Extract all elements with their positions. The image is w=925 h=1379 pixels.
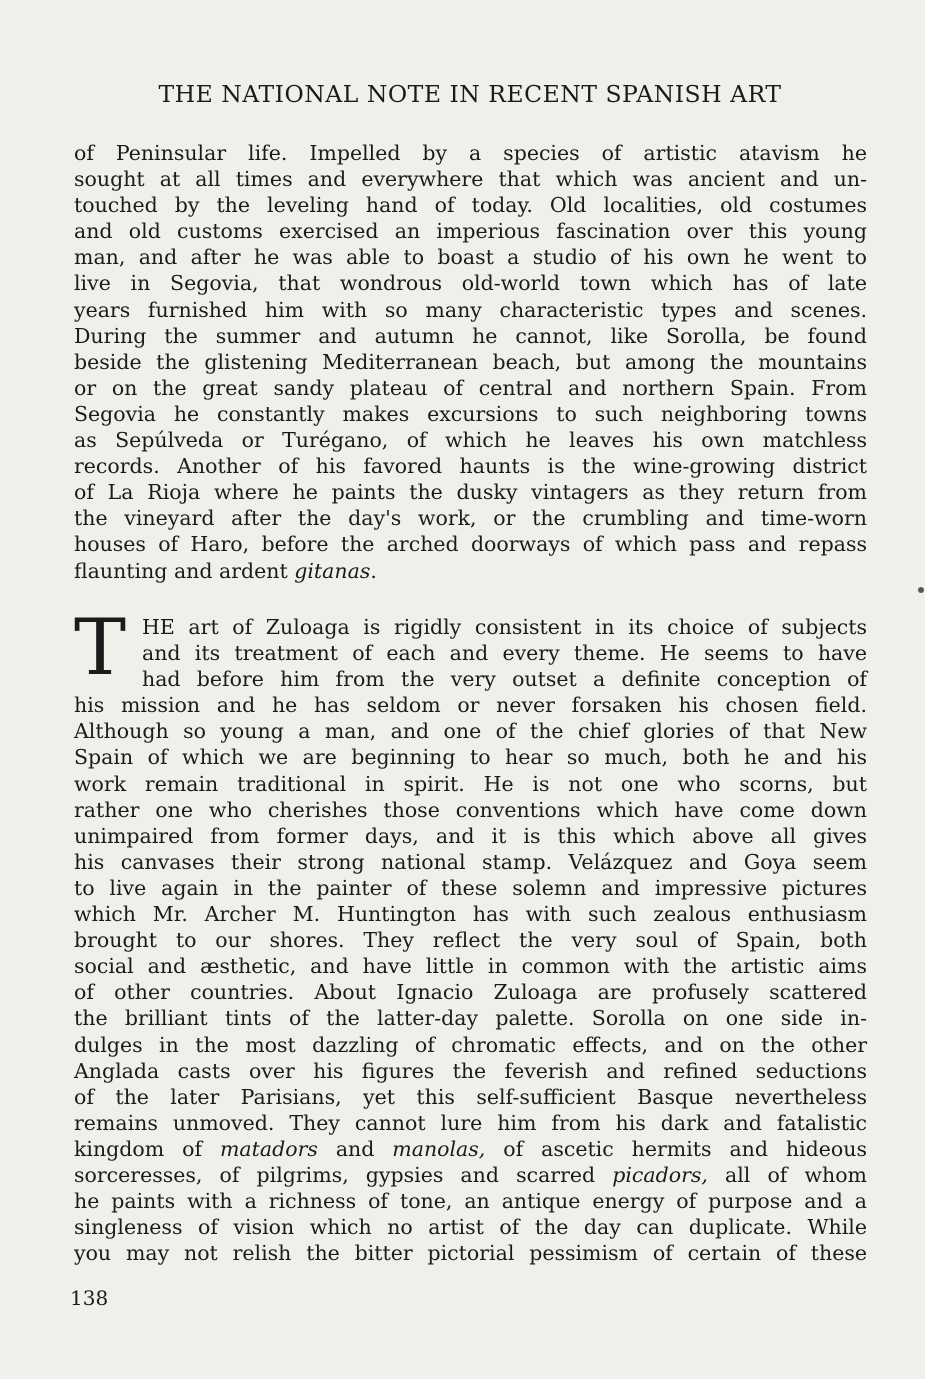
text-line: the brilliant tints of the latter-day palette. Sorolla on one side in- bbox=[74, 1006, 867, 1031]
italic-word: picadors, bbox=[612, 1162, 708, 1187]
text-line: of Peninsular life. Impelled by a species of artistic atavism he bbox=[74, 141, 867, 165]
text-line: During the summer and autumn he cannot, like Sorolla, be found bbox=[74, 323, 867, 348]
text-line: Segovia he constantly makes excursions to such neighboring towns bbox=[74, 401, 867, 426]
text-line: HE art of Zuloaga is rigidly consistent in its choice of subjects bbox=[142, 615, 867, 639]
text-line: years furnished him with so many characteristic types and scenes. bbox=[74, 297, 867, 322]
text-line: he paints with a richness of tone, an antique energy of purpose and a bbox=[74, 1189, 867, 1214]
drop-cap: T bbox=[74, 603, 127, 693]
text-line: rather one who cherishes those conventions which have come down bbox=[74, 797, 867, 822]
text-line: dulges in the most dazzling of chromatic effects, and on the other bbox=[74, 1032, 867, 1057]
text-run: sorceresses, of pilgrims, gypsies and scarred bbox=[74, 1162, 596, 1187]
text-run: all of whom bbox=[725, 1162, 867, 1187]
text-line: his canvases their strong national stamp. Velázquez and Goya seem bbox=[74, 849, 867, 874]
italic-word: gitanas. bbox=[294, 558, 377, 583]
text-line: of the later Parisians, yet this self-sufficient Basque nevertheless bbox=[74, 1084, 867, 1109]
text-line: and old customs exercised an imperious fascination over this young bbox=[74, 219, 867, 244]
text-line: singleness of vision which no artist of the day can duplicate. While bbox=[74, 1215, 867, 1240]
text-line-kingdom bbox=[74, 1136, 867, 1162]
text-line: touched by the leveling hand of today. Old localities, old costumes bbox=[74, 193, 867, 218]
paragraph-2 bbox=[74, 603, 867, 1266]
text-line: houses of Haro, before the arched doorways of which pass and repass bbox=[74, 532, 867, 557]
text-line: unimpaired from former days, and it is this which above all gives bbox=[74, 823, 867, 848]
text-line: remains unmoved. They cannot lure him from his dark and fatalistic bbox=[74, 1110, 867, 1135]
italic-word: matadors bbox=[219, 1136, 318, 1161]
text-run: flaunting and ardent bbox=[74, 558, 288, 583]
text-line: Anglada casts over his figures the feverish and refined seductions bbox=[74, 1058, 867, 1083]
text-line: you may not relish the bitter pictorial pessimism of certain of these bbox=[74, 1241, 867, 1266]
text-line: beside the glistening Mediterranean beach, but among the mountains bbox=[74, 349, 867, 374]
text-line: as Sepúlveda or Turégano, of which he leaves his own matchless bbox=[74, 428, 867, 453]
text-line: records. Another of his favored haunts is the wine-growing district bbox=[74, 454, 867, 479]
text-line: his mission and he has seldom or never forsaken his chosen field. bbox=[74, 693, 867, 718]
text-line: sought at all times and everywhere that which was ancient and un- bbox=[74, 167, 867, 192]
text-line: brought to our shores. They reflect the very soul of Spain, both bbox=[74, 928, 867, 953]
page-number: 138 bbox=[70, 1286, 109, 1310]
italic-word: manolas, bbox=[392, 1136, 486, 1161]
text-line: had before him from the very outset a definite conception of bbox=[142, 667, 867, 692]
text-line: the vineyard after the day's work, or the crumbling and time-worn bbox=[74, 506, 867, 531]
text-line: live in Segovia, that wondrous old-world town which has of late bbox=[74, 271, 867, 296]
text-line: and its treatment of each and every theme. He seems to have bbox=[142, 641, 867, 666]
text-line: work remain traditional in spirit. He is not one who scorns, but bbox=[74, 771, 867, 796]
text-line: which Mr. Archer M. Huntington has with such zealous enthusiasm bbox=[74, 902, 867, 927]
text-line: Spain of which we are beginning to hear so much, both he and his bbox=[74, 745, 867, 770]
running-header: THE NATIONAL NOTE IN RECENT SPANISH ART bbox=[158, 80, 782, 108]
text-run: kingdom of bbox=[74, 1136, 203, 1161]
text-line-last bbox=[74, 558, 867, 584]
text-line: of other countries. About Ignacio Zuloaga are profusely scattered bbox=[74, 980, 867, 1005]
scan-speck bbox=[918, 587, 924, 593]
text-line: or on the great sandy plateau of central and northern Spain. From bbox=[74, 375, 867, 400]
text-line: of La Rioja where he paints the dusky vintagers as they return from bbox=[74, 480, 867, 505]
text-line: social and æsthetic, and have little in common with the artistic aims bbox=[74, 954, 867, 979]
text-line-sorceresses bbox=[74, 1162, 867, 1188]
text-line: Although so young a man, and one of the chief glories of that New bbox=[74, 719, 867, 744]
text-run: of ascetic hermits and hideous bbox=[503, 1136, 867, 1161]
text-line: to live again in the painter of these solemn and impressive pictures bbox=[74, 875, 867, 900]
paragraph-1 bbox=[74, 140, 867, 584]
text-line: man, and after he was able to boast a studio of his own he went to bbox=[74, 245, 867, 270]
text-run: and bbox=[335, 1136, 375, 1161]
